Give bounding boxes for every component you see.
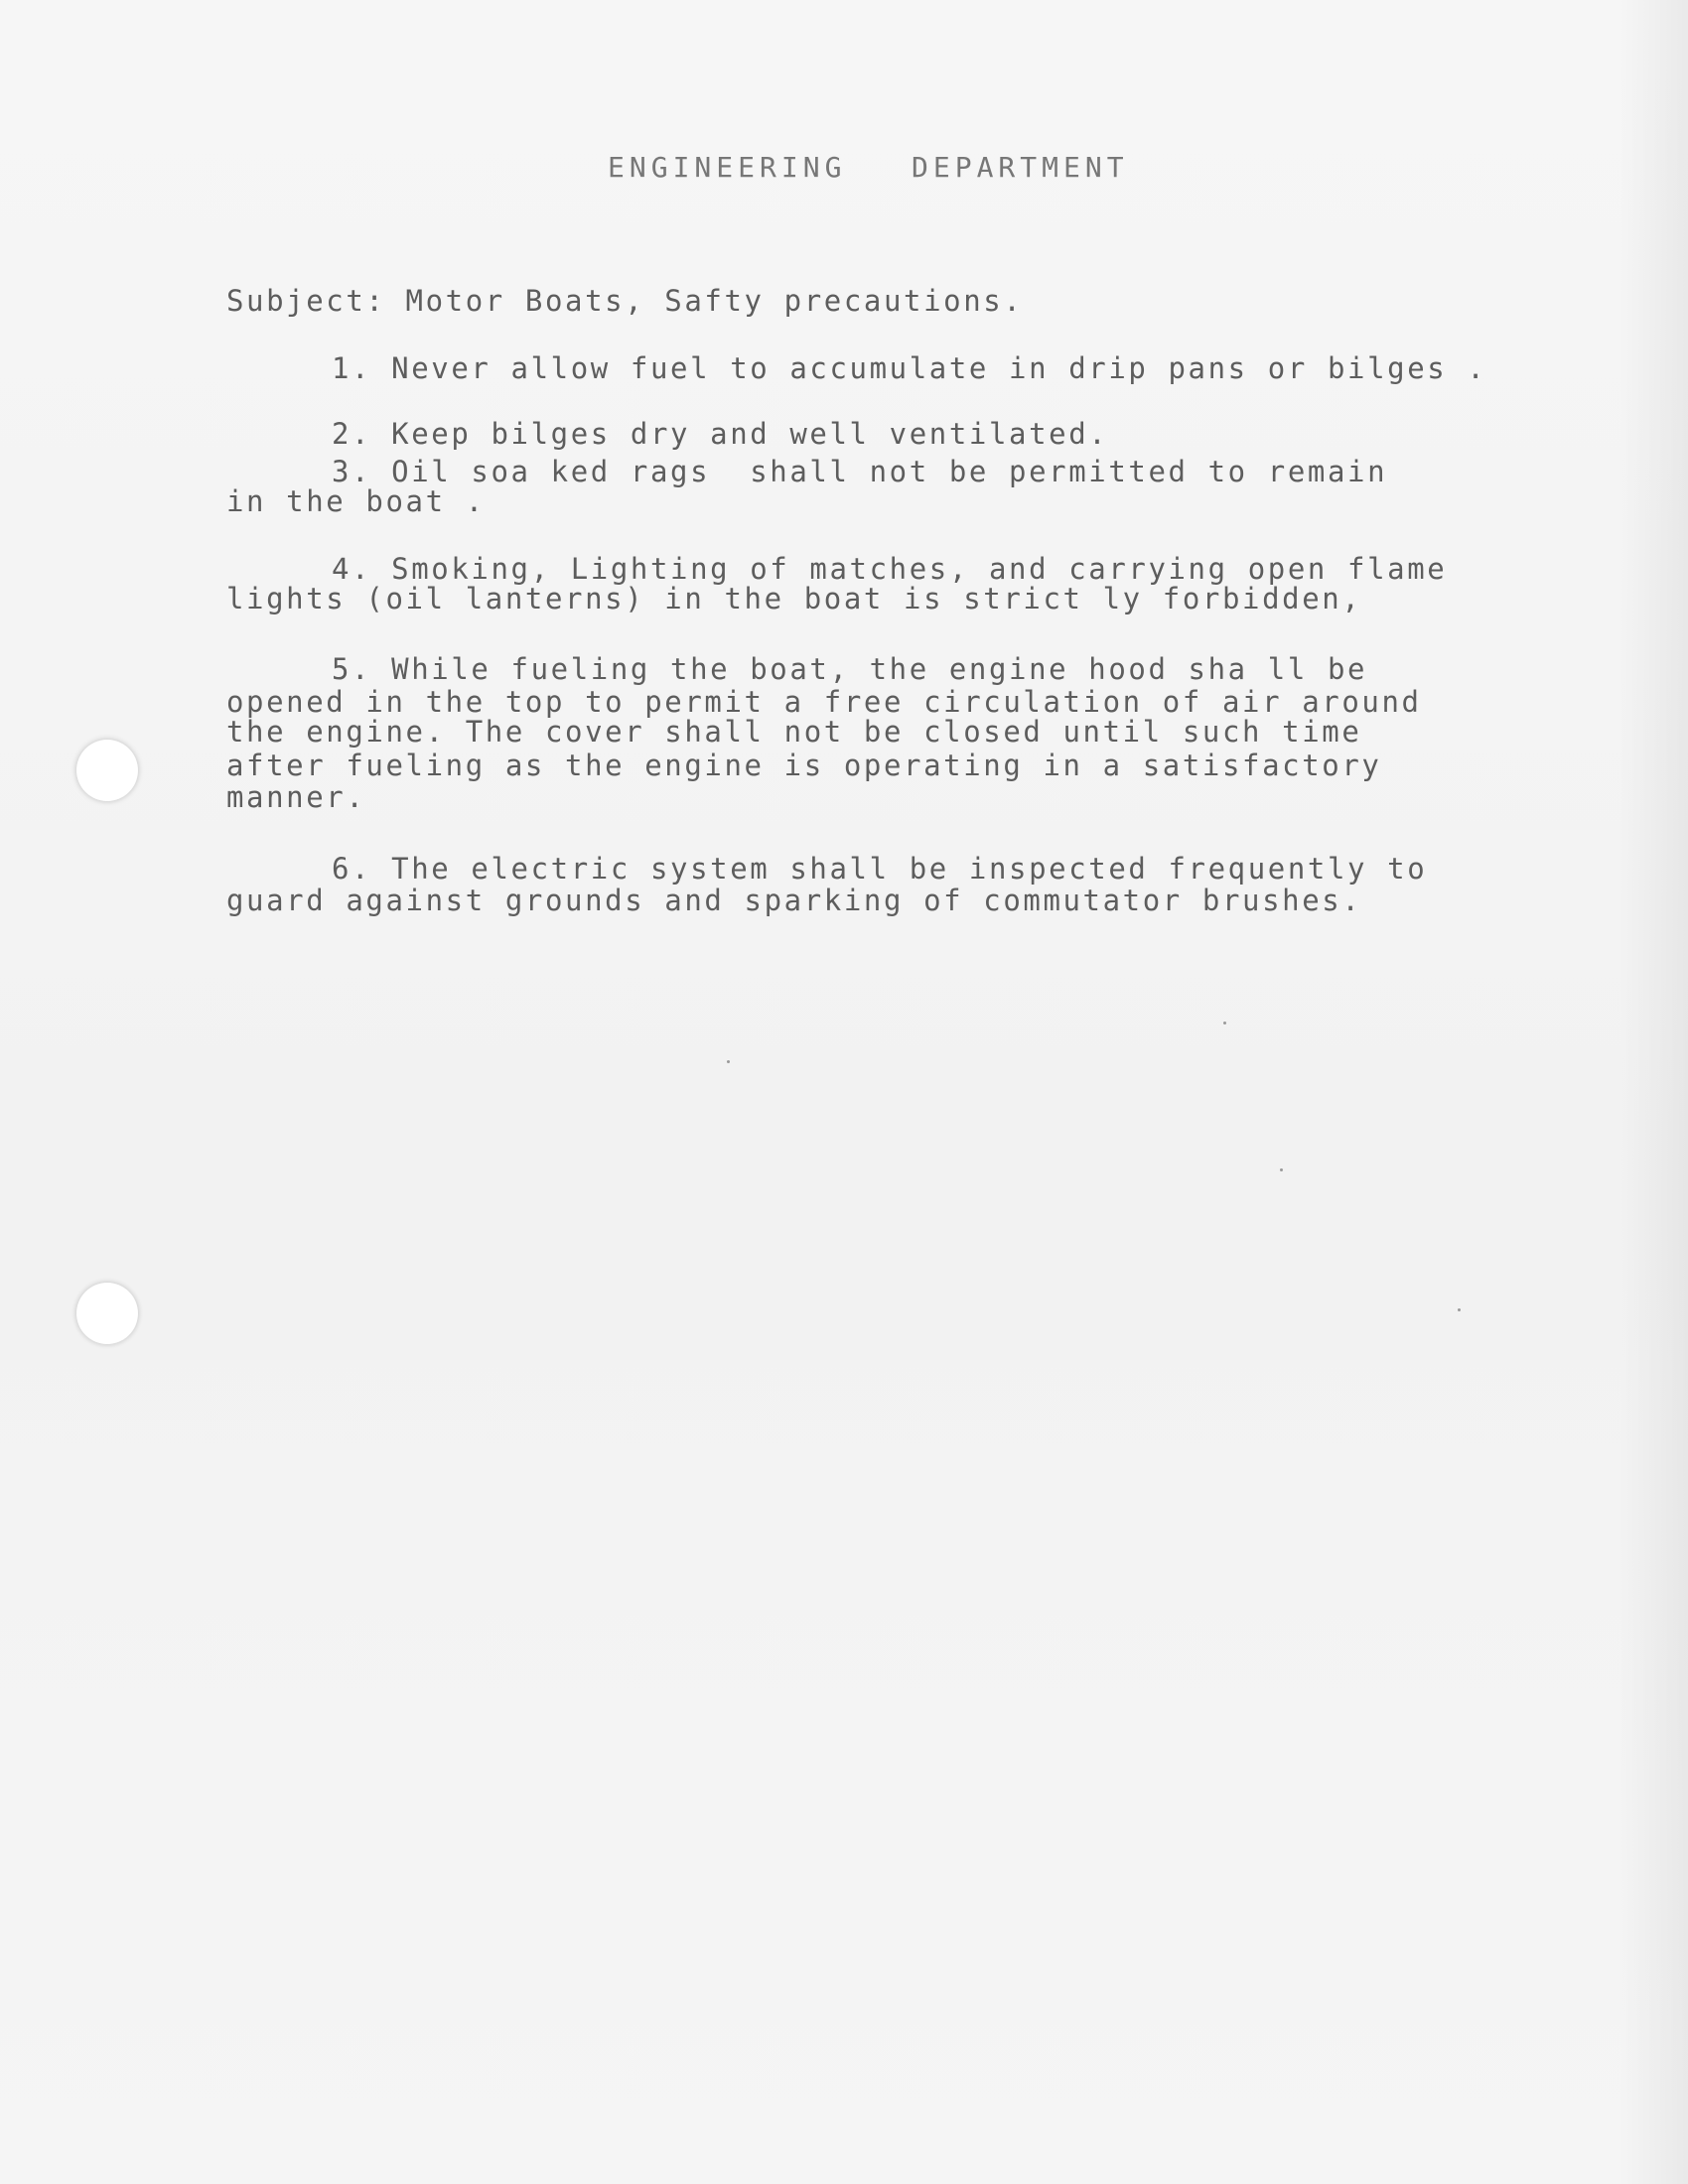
item-4-line-1: 4. Smoking, Lighting of matches, and carrying open flame bbox=[332, 552, 1448, 586]
paper-speck bbox=[727, 1060, 730, 1063]
item-3-line-2: in the boat . bbox=[226, 484, 486, 518]
item-6-line-1: 6. The electric system shall be inspected frequently to bbox=[332, 852, 1428, 886]
subject-line: Subject: Motor Boats, Safty precautions. bbox=[226, 284, 1024, 318]
item-5-line-3: the engine. The cover shall not be closed until such time bbox=[226, 715, 1362, 749]
paper-speck bbox=[1458, 1308, 1461, 1311]
paper-speck bbox=[1223, 1022, 1226, 1024]
paper-speck bbox=[1280, 1168, 1283, 1171]
item-1-line-1: 1. Never allow fuel to accumulate in drip pans or bilges . bbox=[332, 351, 1487, 385]
item-5-line-2: opened in the top to permit a free circulation of air around bbox=[226, 685, 1422, 719]
item-5-line-1: 5. While fueling the boat, the engine hood sha ll be bbox=[332, 652, 1368, 686]
punch-hole-lower bbox=[76, 1283, 138, 1344]
item-3-line-1: 3. Oil soa ked rags shall not be permitted to remain bbox=[332, 455, 1388, 488]
document-heading: ENGINEERING DEPARTMENT bbox=[608, 151, 1129, 184]
item-2-line-1: 2. Keep bilges dry and well ventilated. bbox=[332, 417, 1109, 451]
item-5-line-4: after fueling as the engine is operating in a satisfactory bbox=[226, 749, 1382, 782]
item-5-line-5: manner. bbox=[226, 780, 366, 814]
punch-hole-upper bbox=[76, 740, 138, 801]
item-4-line-2: lights (oil lanterns) in the boat is strict ly forbidden, bbox=[226, 582, 1362, 615]
item-6-line-2: guard against grounds and sparking of commutator brushes. bbox=[226, 884, 1362, 917]
